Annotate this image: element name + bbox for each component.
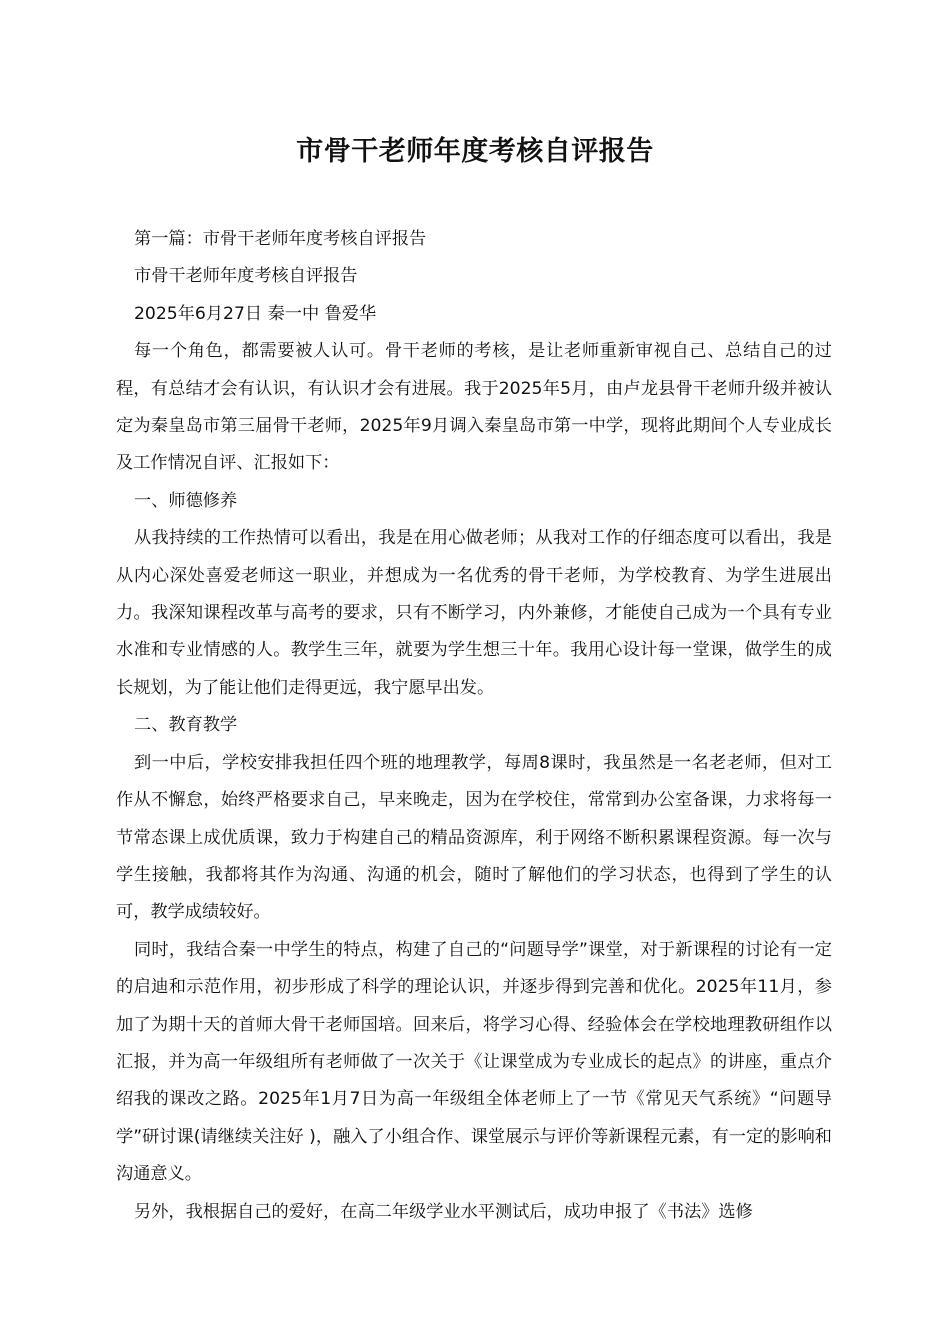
paragraph-teaching: 到一中后，学校安排我担任四个班的地理教学，每周8课时，我虽然是一名老老师，但对工作从不懈怠，始终严格要求自己，早来晚走，因为在学校住，常常到办公室备课，力求将每一节常态课上成优质课，致力于构建自己的精品资源库，利于网络不断积累课程资源。每一次与学生接触，我都将其作为沟通、沟通的机会，随时了解他们的学习状态，也得到了学生的认可，教学成绩较好。 [116,752,832,923]
paragraph-section-heading: 第一篇：市骨干老师年度考核自评报告 [134,229,427,249]
paragraph-intro: 每一个角色，都需要被人认可。骨干老师的考核，是让老师重新审视自己、总结自己的过程，有总结才会有认识，有认识才会有进展。我于2025年5月，由卢龙县骨干老师升级并被认定为秦皇岛市第三届骨干老师，2025年9月调入秦皇岛市第一中学，现将此期间个人专业成长及工作情况自评、汇报如下： [116,341,832,474]
document-body [116,221,832,1231]
paragraph-date-author: 2025年6月27日 秦一中 鲁爱华 [134,303,377,324]
document-title: 市骨干老师年度考核自评报告 [296,136,654,167]
paragraph-calligraphy: 另外，我根据自己的爱好，在高二年级学业水平测试后，成功申报了《书法》选修 [134,1201,753,1222]
paragraph-problem-guided: 同时，我结合秦一中学生的特点，构建了自己的“问题导学”课堂，对于新课程的讨论有一定的启迪和示范作用，初步形成了科学的理论认识，并逐步得到完善和优化。2025年11月，参加了为期十天的首师大骨干老师国培。回来后，将学习心得、经验体会在学校地理教研组作以汇报，并为高一年级组所有老师做了一次关于《让课堂成为专业成长的起点》的讲座，重点介绍我的课改之路。2025年1月7日为高一年级组全体老师上了一节《常见天气系统》“问题导学”研讨课(请继续关注好 )，融入了小组合作、课堂展示与评价等新课程元素，有一定的影响和沟通意义。 [116,939,832,1185]
paragraph-heading-teaching: 二、教育教学 [134,715,238,736]
paragraph-ethics: 从我持续的工作热情可以看出，我是在用心做老师；从我对工作的仔细态度可以看出，我是从内心深处喜爱老师这一职业，并想成为一名优秀的骨干老师，为学校教育、为学生进展出力。我深知课程改革与高考的要求，只有不断学习，内外兼修，才能使自己成为一个具有专业水准和专业情感的人。教学生三年，就要为学生想三十年。我用心设计每一堂课，做学生的成长规划，为了能让他们走得更远，我宁愿早出发。 [116,528,832,698]
paragraph-subtitle: 市骨干老师年度考核自评报告 [134,266,358,287]
paragraph-heading-ethics: 一、师德修养 [134,490,238,511]
